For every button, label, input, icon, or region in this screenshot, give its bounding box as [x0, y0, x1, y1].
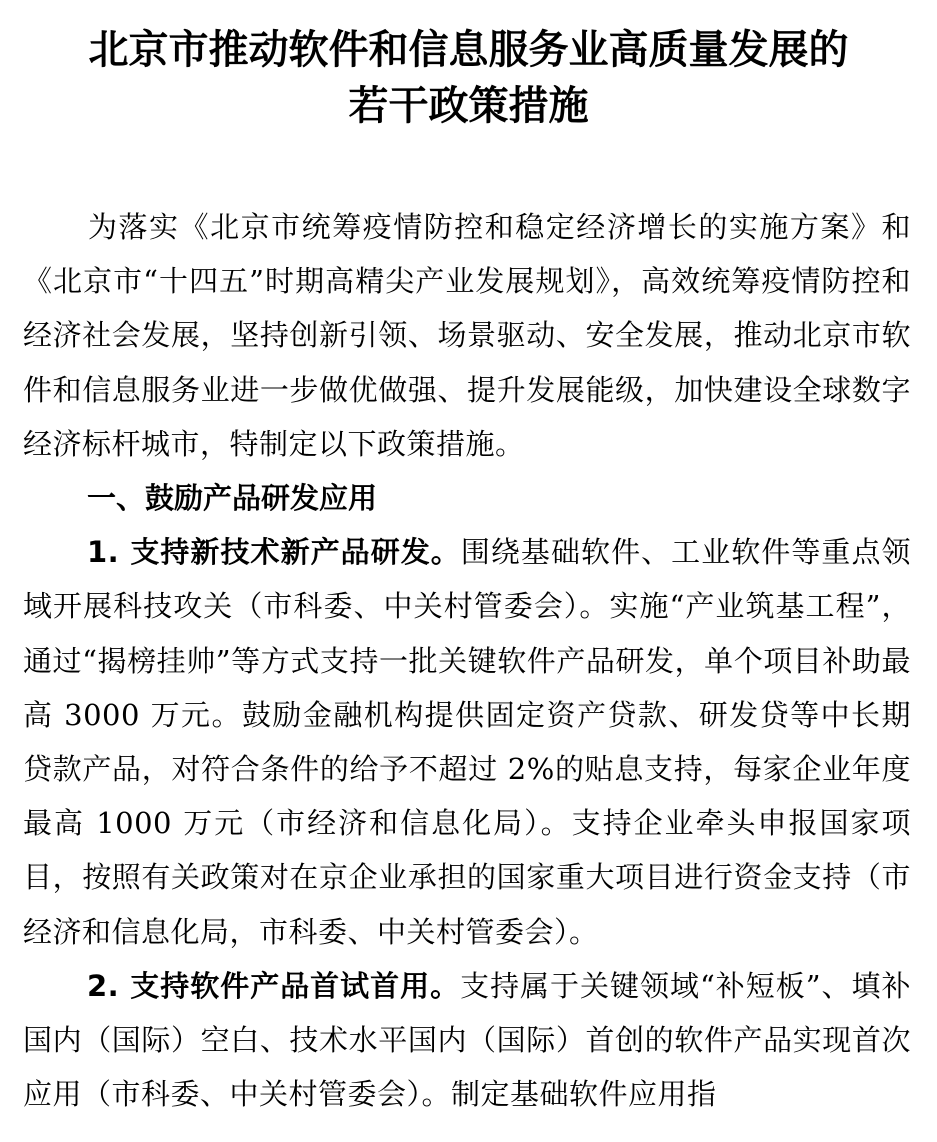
document-title-line-1: 北京市推动软件和信息服务业高质量发展的 [88, 27, 849, 73]
document-body [23, 200, 911, 1121]
intro-paragraph [23, 200, 911, 471]
item-2-lead: 2. 支持软件产品首试首用。 [87, 968, 461, 1003]
item-1-text: 围绕基础软件、工业软件等重点领域开展科技攻关（市科委、中关村管委会）。实施“产业筑基工程”，通过“揭榜挂帅”等方式支持一批关键软件产品研发，单个项目补助最高 3000 万元。鼓励金融机构提供固定资产贷款、研发贷等中长期贷款产品，对符合条件的给予不超过 2%的贴息支持，每家企业年度最高 1000 万元（市经济和信息化局）。支持企业牵头申报国家项目，按照有关政策对在京企业承担的国家重大项目进行资金支持（市经济和信息化局，市科委、中关村管委会）。 [23, 535, 911, 949]
intro-text: 为落实《北京市统筹疫情防控和稳定经济增长的实施方案》和《北京市“十四五”时期高精尖产业发展规划》，高效统筹疫情防控和经济社会发展，坚持创新引领、场景驱动、安全发展，推动北京市软件和信息服务业进一步做优做强、提升发展能级，加快建设全球数字经济标杆城市，特制定以下政策措施。 [23, 210, 911, 461]
item-1-paragraph [23, 525, 911, 959]
item-2-paragraph [23, 959, 911, 1122]
item-2-text: 支持属于关键领域“补短板”、填补国内（国际）空白、技术水平国内（国际）首创的软件产品实现首次应用（市科委、中关村管委会）。制定基础软件应用指 [23, 968, 911, 1112]
item-1-lead: 1. 支持新技术新产品研发。 [87, 535, 461, 570]
document-title-line-2: 若干政策措施 [348, 83, 589, 129]
section-1-heading: 一、鼓励产品研发应用 [87, 481, 378, 516]
